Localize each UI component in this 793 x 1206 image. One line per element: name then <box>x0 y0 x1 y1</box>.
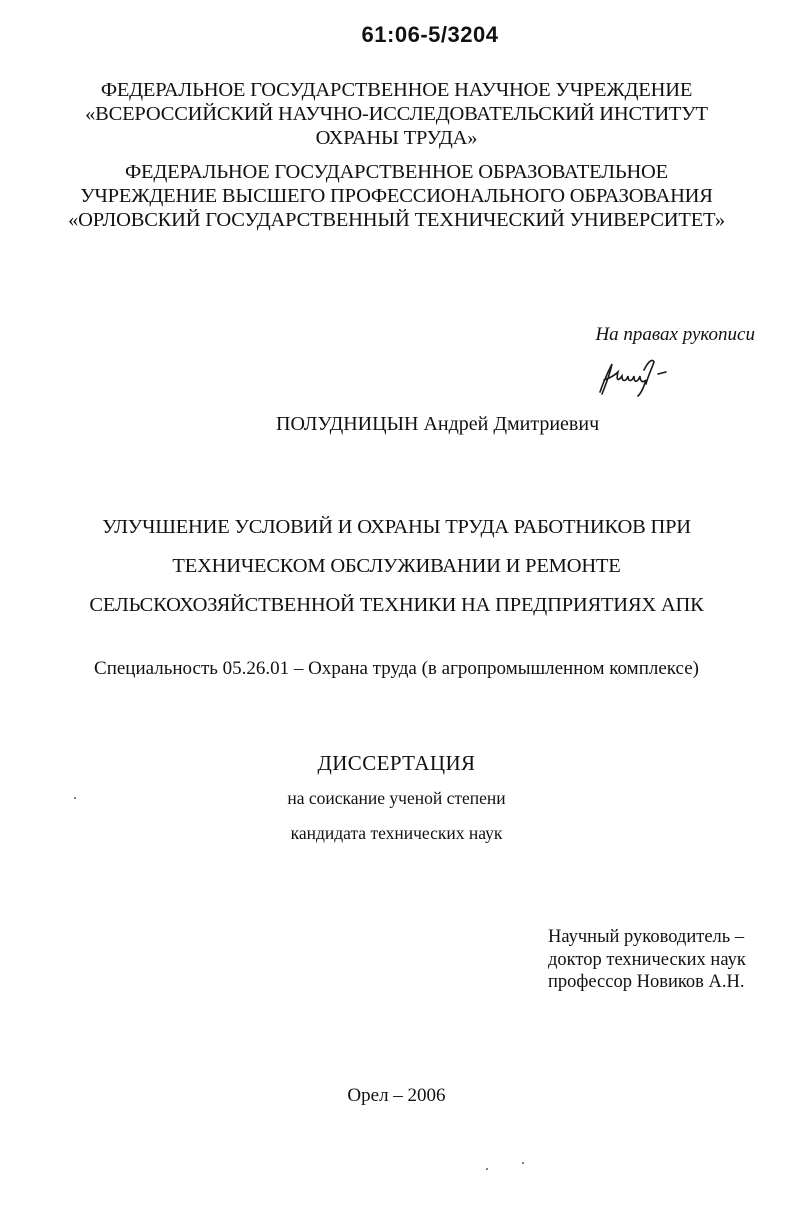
supervisor-line: профессор Новиков А.Н. <box>548 972 745 992</box>
place-year: Орел – 2006 <box>347 1085 446 1106</box>
specialty-line: Специальность 05.26.01 – Охрана труда (в агропромышленном комплексе) <box>94 658 699 679</box>
scan-speck <box>486 1168 488 1170</box>
degree-line: на соискание ученой степени <box>287 788 506 808</box>
supervisor-line: доктор технических наук <box>548 949 746 970</box>
scan-speck <box>522 1162 524 1164</box>
institution-line: ФЕДЕРАЛЬНОЕ ГОСУДАРСТВЕННОЕ ОБРАЗОВАТЕЛЬНОЕ <box>125 161 668 183</box>
title-line: УЛУЧШЕНИЕ УСЛОВИЙ И ОХРАНЫ ТРУДА РАБОТНИКОВ ПРИ <box>102 516 691 538</box>
institution-line: «ВСЕРОССИЙСКИЙ НАУЧНО-ИССЛЕДОВАТЕЛЬСКИЙ ИНСТИТУТ <box>85 103 708 125</box>
document-type: ДИССЕРТАЦИЯ <box>317 751 476 775</box>
catalog-code: 61:06-5/3204 <box>361 22 499 47</box>
institution-line: ОХРАНЫ ТРУДА» <box>315 127 478 149</box>
degree-line: кандидата технических наук <box>290 823 503 843</box>
scan-speck <box>74 797 76 799</box>
institution-line: ФЕДЕРАЛЬНОЕ ГОСУДАРСТВЕННОЕ НАУЧНОЕ УЧРЕЖДЕНИЕ <box>100 79 693 101</box>
dissertation-title <box>0 508 793 625</box>
author-name: ПОЛУДНИЦЫН Андрей Дмитриевич <box>276 413 600 435</box>
institution-line: «ОРЛОВСКИЙ ГОСУДАРСТВЕННЫЙ ТЕХНИЧЕСКИЙ УНИВЕРСИТЕТ» <box>68 209 725 231</box>
title-line: СЕЛЬСКОХОЗЯЙСТВЕННОЙ ТЕХНИКИ НА ПРЕДПРИЯТИЯХ АПК <box>89 594 704 616</box>
supervisor-line: Научный руководитель – <box>548 927 745 947</box>
manuscript-note: На правах рукописи <box>595 324 755 345</box>
institution-line: УЧРЕЖДЕНИЕ ВЫСШЕГО ПРОФЕССИОНАЛЬНОГО ОБРАЗОВАНИЯ <box>80 185 713 207</box>
institution-block-2 <box>0 160 793 232</box>
signature-icon <box>592 350 672 400</box>
title-line: ТЕХНИЧЕСКОМ ОБСЛУЖИВАНИИ И РЕМОНТЕ <box>172 555 621 577</box>
supervisor-block <box>548 926 746 994</box>
institution-block-1 <box>0 78 793 150</box>
